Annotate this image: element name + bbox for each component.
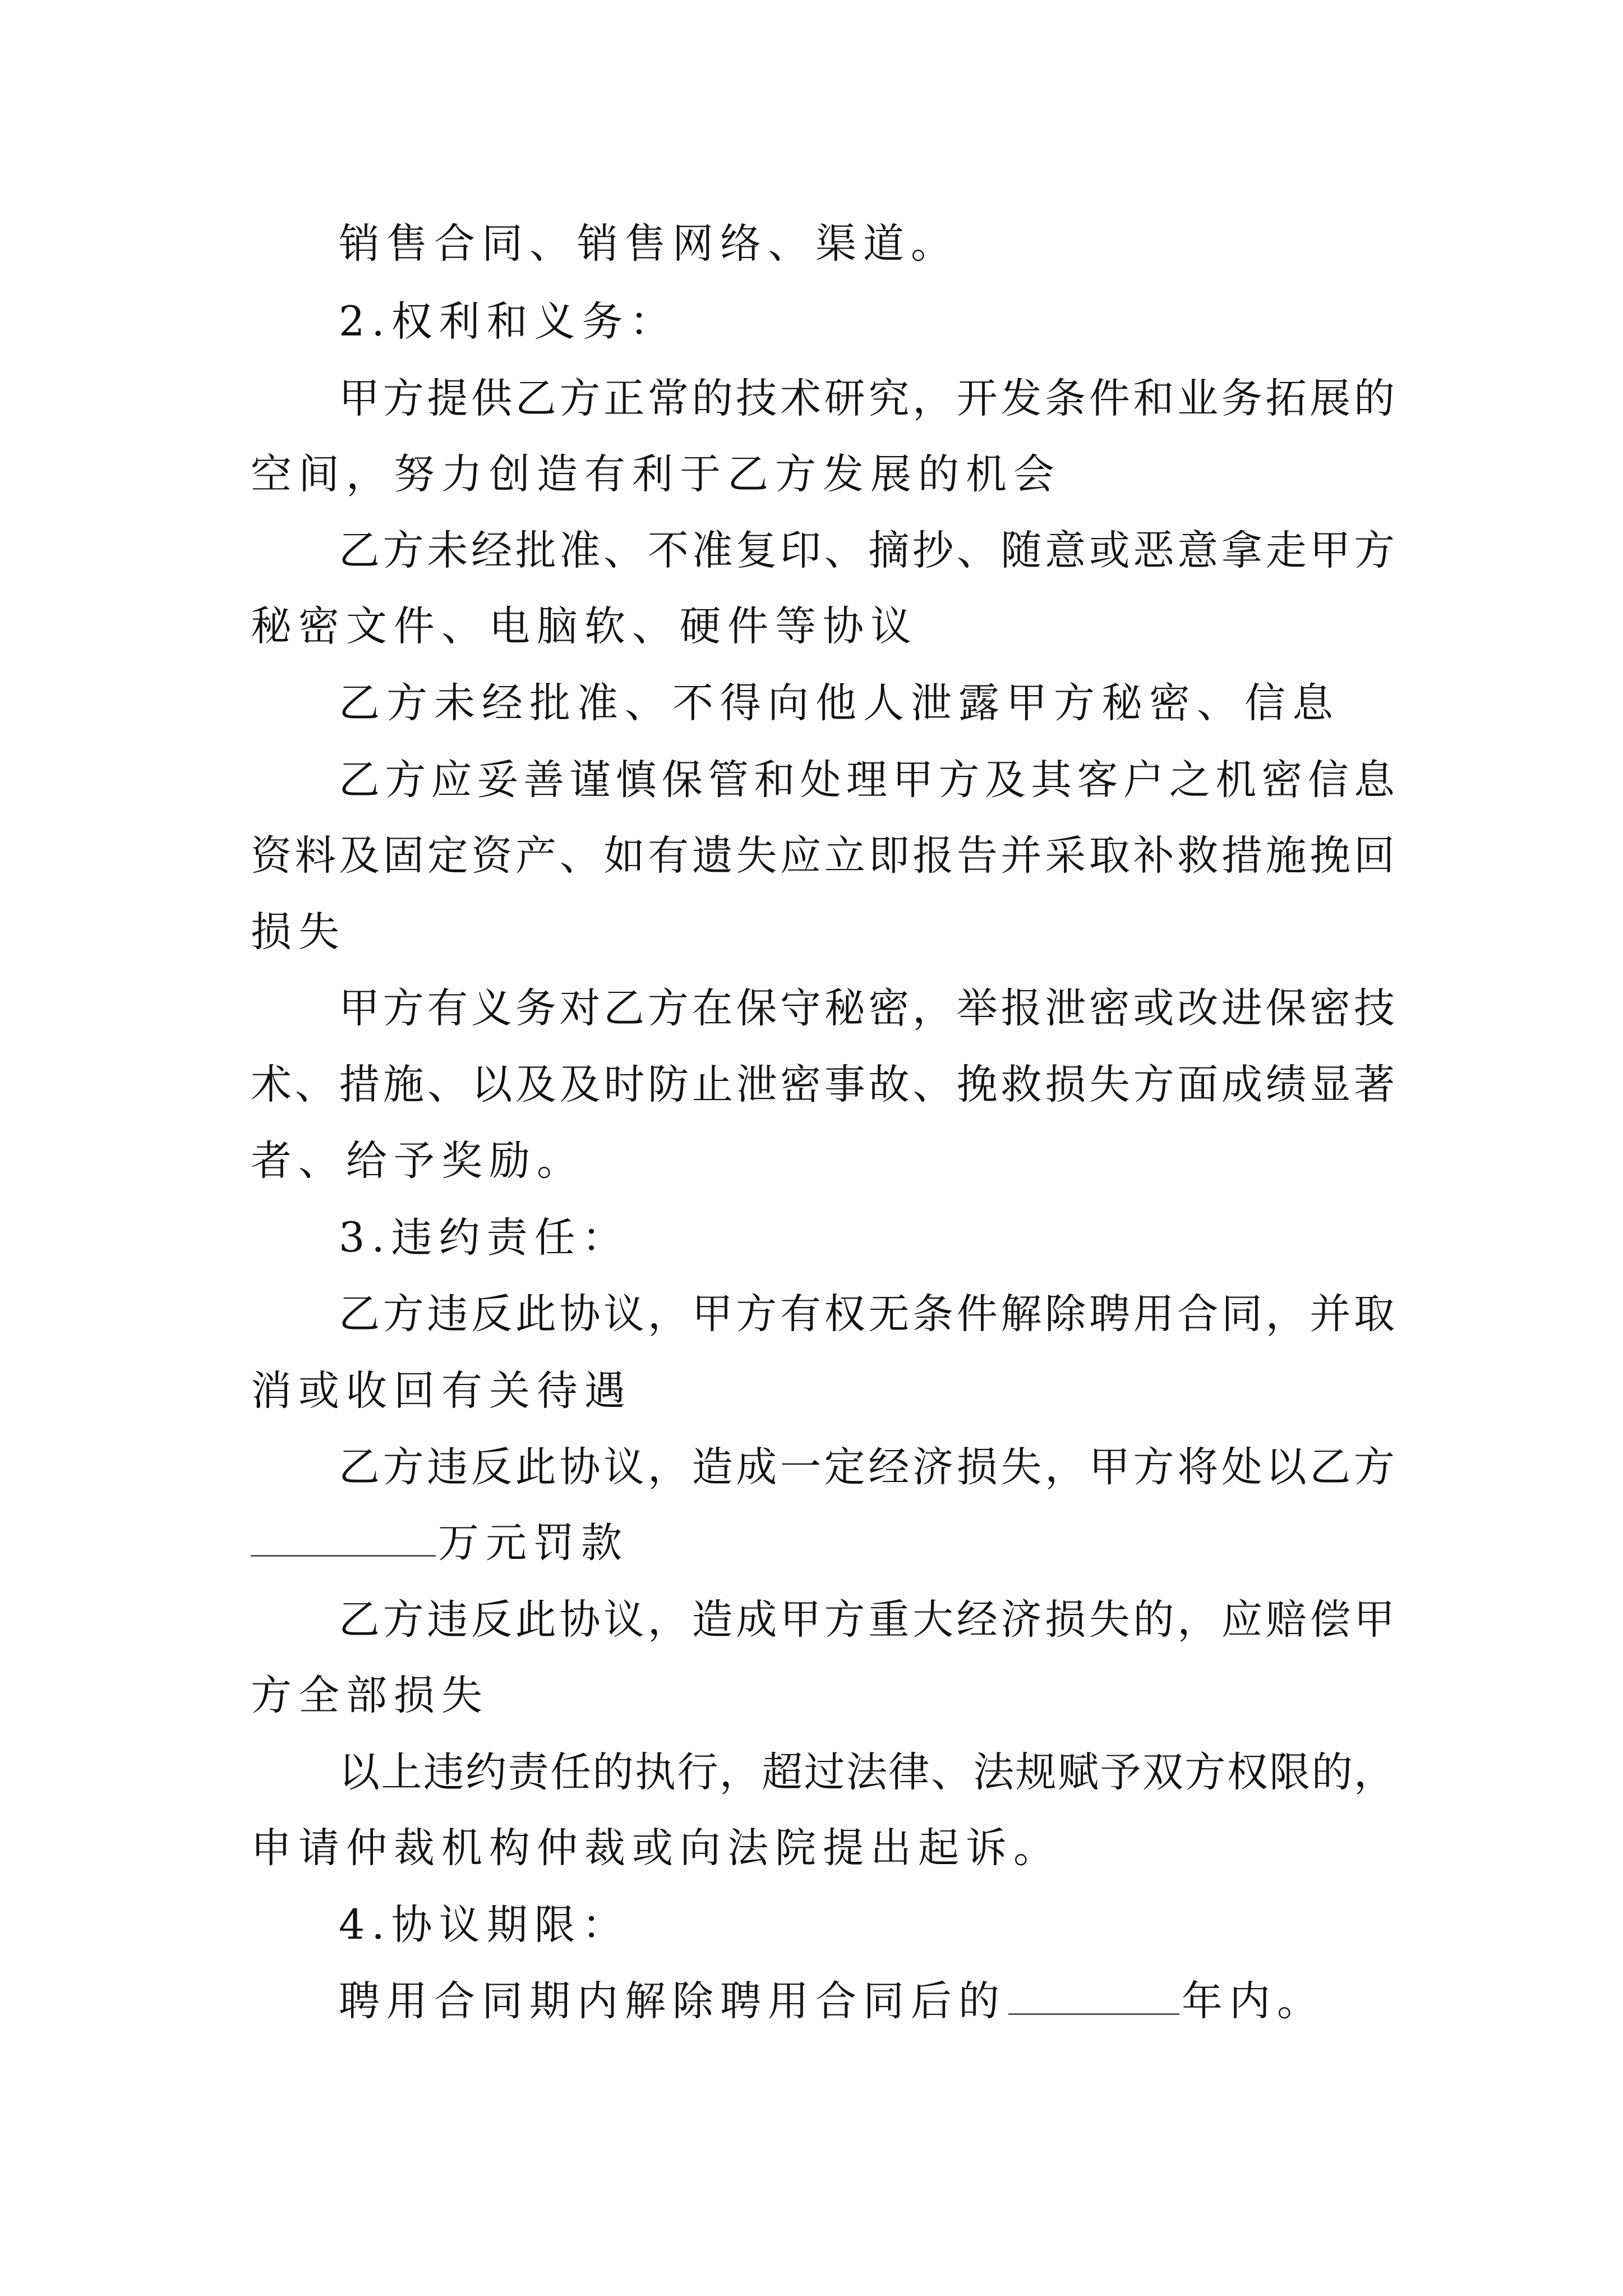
text-line: 术、措施、以及及时防止泄密事故、挽救损失方面成绩显著 <box>251 1061 1395 1108</box>
text-line: 消或收回有关待遇 <box>251 1367 632 1415</box>
section-heading-breach: 3.违约责任： <box>339 1214 630 1262</box>
text-line: 秘密文件、电脑软、硬件等协议 <box>251 602 918 650</box>
text-line: 资料及固定资产、如有遗失应立即报告并采取补救措施挽回 <box>251 832 1395 880</box>
text-line: 乙方未经批准、不得向他人泄露甲方秘密、信息 <box>339 679 1340 727</box>
text-line: 乙方违反此协议，造成一定经济损失，甲方将处以乙方 <box>339 1443 1395 1491</box>
text-line: 乙方违反此协议，造成甲方重大经济损失的，应赔偿甲 <box>339 1596 1395 1644</box>
text-line: 乙方未经批准、不准复印、摘抄、随意或恶意拿走甲方 <box>339 527 1395 574</box>
section-heading-rights: 2.权利和义务： <box>339 298 677 346</box>
text-line: 申请仲裁机构仲裁或向法院提出起诉。 <box>251 1824 1061 1872</box>
text-line: 空间，努力创造有利于乙方发展的机会 <box>251 450 1061 498</box>
text-line: 万元罚款 <box>251 1515 1395 1571</box>
fill-in-blank-amount <box>251 1516 436 1557</box>
text-line: 以上违约责任的执行，超过法律、法规赋予双方权限的， <box>339 1749 1395 1796</box>
section-heading-term: 4.协议期限： <box>339 1901 630 1949</box>
text-line: 损失 <box>251 908 346 956</box>
text-line: 聘用合同期内解除聘用合同后的 年内。 <box>339 1973 1395 2030</box>
text-line: 乙方违反此协议，甲方有权无条件解除聘用合同，并取 <box>339 1290 1395 1338</box>
text-line: 甲方提供乙方正常的技术研究，开发条件和业务拓展的 <box>339 375 1395 422</box>
text-line: 乙方应妥善谨慎保管和处理甲方及其客户之机密信息 <box>339 756 1395 804</box>
text-line: 甲方有义务对乙方在保守秘密，举报泄密或改进保密技 <box>339 984 1395 1032</box>
text-line: 者、给予奖励。 <box>251 1137 584 1185</box>
text-line: 销售合同、销售网络、渠道。 <box>339 220 958 268</box>
fill-in-blank-years <box>1008 1974 1179 2015</box>
text-line: 方全部损失 <box>251 1672 489 1719</box>
